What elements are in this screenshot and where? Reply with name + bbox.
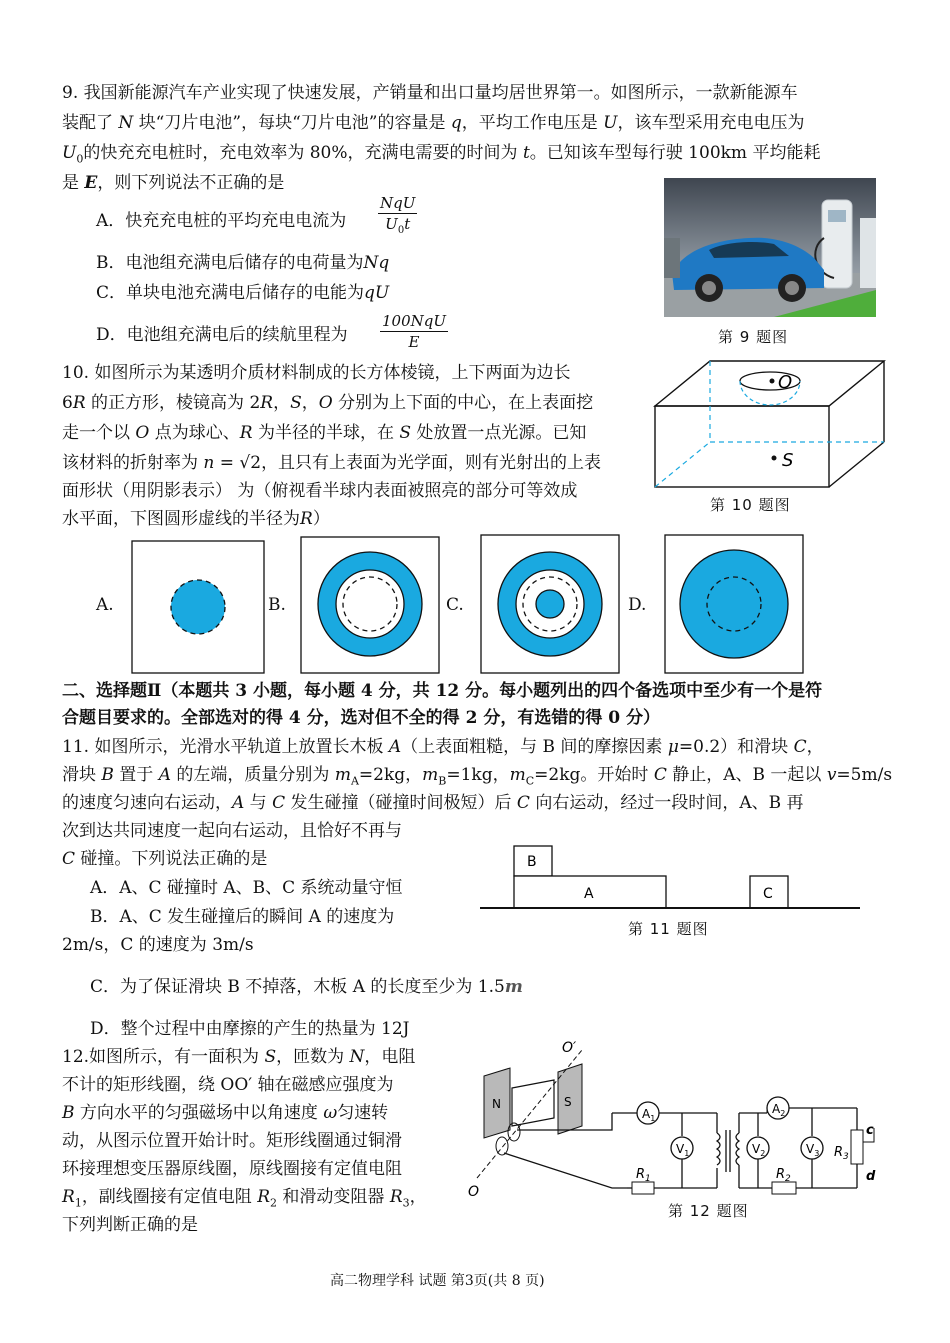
q12-caption: 第 12 题图 <box>668 1202 749 1220</box>
q9-option-b: B．电池组充满电后储存的电荷量为Nq <box>96 253 390 273</box>
q10-line4: 该材料的折射率为 n = √2，且只有上表面为光学面，则有光射出的上表 <box>62 453 602 473</box>
q10-caption: 第 10 题图 <box>710 496 791 514</box>
q12-line4: 动，从图示位置开始计时。矩形线圈通过铜滑 <box>62 1131 402 1151</box>
q11-line3: 的速度匀速向右运动，A 与 C 发生碰撞（碰撞时间极短）后 C 向右运动，经过一段时间，A、B 再 <box>62 793 804 813</box>
q11-line4: 次到达共同速度一起向右运动，且恰好不再与 <box>62 821 402 841</box>
q10-choice-c-figure <box>480 534 620 674</box>
q12-line6: $R_1$，副线圈接有定值电阻 $R_2$ 和滑动变阻器 $R_3$， <box>62 1187 427 1210</box>
q9-line4: 是 E，则下列说法不正确的是 <box>62 173 285 193</box>
q10-choice-d-label: D. <box>628 595 647 615</box>
block-c-label: C <box>763 886 773 902</box>
q10-line3: 走一个以 O 点为球心、R 为半径的半球，在 S 处放置一点光源。已知 <box>62 423 587 443</box>
q10-choice-d-figure <box>664 534 804 674</box>
q9-car-photo <box>664 178 876 317</box>
q9-line1: 9. 我国新能源汽车产业实现了快速发展，产销量和出口量均居世界第一。如图所示，一款新能源车 <box>62 83 798 103</box>
axis-o-prime-label: O′ <box>562 1040 577 1056</box>
q10-choice-b-label: B. <box>268 595 286 615</box>
q10-line6: 水平面，下图圆形虚线的半径为R） <box>62 509 330 529</box>
q9-line2: 装配了 N 块“刀片电池”，每块“刀片电池”的容量是 q，平均工作电压是 U，该车型采用充电电压为 <box>62 113 805 133</box>
voltmeter-v2-label: $V_2$ <box>752 1142 766 1158</box>
voltmeter-v3-label: $V_3$ <box>806 1142 820 1158</box>
q12-line7: 下列判断正确的是 <box>62 1215 198 1235</box>
block-a-label: A <box>584 886 594 902</box>
ammeter-a2-label: $A_2$ <box>772 1102 786 1118</box>
q9-option-a-fraction: NqU $U_0t$ <box>380 194 416 236</box>
q9-line3: $U_0$的快充充电桩时，充电效率为 80%，充满电需要的时间为 t。已知该车型每行驶 100km 平均能耗 <box>62 143 821 166</box>
resistor-r1-label: $R_1$ <box>636 1167 651 1184</box>
q9-option-d: D．电池组充满电后的续航里程为 <box>96 325 348 345</box>
q11-option-c: C．为了保证滑块 B 不掉落，木板 A 的长度至少为 1.5m <box>90 977 523 997</box>
q10-line5: 面形状（用阴影表示） 为（俯视看半球内表面被照亮的部分可等效成 <box>62 481 578 501</box>
q10-line2: 6R 的正方形，棱镜高为 2R，S，O 分别为上下面的中心，在上表面挖 <box>62 393 594 413</box>
section2-line2: 合题目要求的。全部选对的得 4 分，选对但不全的得 2 分，有选错的得 0 分） <box>62 708 660 728</box>
block-b-label: B <box>527 854 537 870</box>
q10-choice-a-label: A. <box>96 595 114 615</box>
q12-line5: 环接理想变压器原线圈，原线圈接有定值电阻 <box>62 1159 402 1179</box>
q11-option-a: A．A、C 碰撞时 A、B、C 系统动量守恒 <box>90 878 403 898</box>
q12-line3: B 方向水平的匀强磁场中以角速度 ω匀速转 <box>62 1103 389 1123</box>
magnet-s-label: S <box>564 1095 572 1109</box>
terminal-c-label: c <box>866 1123 874 1138</box>
q9-caption: 第 9 题图 <box>718 328 789 346</box>
q11-blocks-figure <box>478 842 862 914</box>
rheostat-r3-label: $R_3$ <box>834 1145 849 1162</box>
magnet-n-label: N <box>492 1097 501 1111</box>
q11-option-b-line2: 2m/s，C 的速度为 3m/s <box>62 935 254 955</box>
label-o: O <box>778 372 793 393</box>
q12-line2: 不计的矩形线圈，绕 OO′ 轴在磁感应强度为 <box>62 1075 394 1095</box>
q9-option-d-fraction: 100NqU E <box>382 312 446 351</box>
resistor-r2-label: $R_2$ <box>776 1167 791 1184</box>
q9-option-a: A．快充充电桩的平均充电电流为 <box>96 211 347 231</box>
section2-line1: 二、选择题Ⅱ（本题共 3 小题，每小题 4 分，共 12 分。每小题列出的四个备选项中至少有一个是符 <box>62 681 823 701</box>
page-footer: 高二物理学科 试题 第3页(共 8 页) <box>330 1273 545 1289</box>
q10-prism-figure <box>652 358 888 490</box>
q11-line1: 11. 如图所示，光滑水平轨道上放置长木板 A（上表面粗糙，与 B 间的摩擦因素 μ=0.2）和滑块 C， <box>62 737 824 757</box>
q12-line1: 12.如图所示，有一面积为 S，匝数为 N，电阻 <box>62 1047 416 1067</box>
q11-line5: C 碰撞。下列说法正确的是 <box>62 849 268 869</box>
label-s: S <box>782 450 794 471</box>
q10-choice-b-figure <box>300 536 440 674</box>
q11-line2: 滑块 B 置于 A 的左端，质量分别为 $m_A=2kg$，$m_B=1kg$，$m_C=2kg$。开始时 C 静止，A、B 一起以 v=5m/s <box>62 765 893 788</box>
voltmeter-v1-label: $V_1$ <box>676 1142 690 1158</box>
q11-option-b-line1: B．A、C 发生碰撞后的瞬间 A 的速度为 <box>90 907 395 927</box>
q12-circuit-figure <box>462 1038 882 1200</box>
q10-choice-c-label: C. <box>446 595 464 615</box>
ammeter-a1-label: $A_1$ <box>642 1107 656 1123</box>
q11-caption: 第 11 题图 <box>628 920 709 938</box>
q9-option-c: C．单块电池充满电后储存的电能为qU <box>96 283 390 303</box>
axis-o-label: O <box>468 1184 480 1200</box>
q10-line1: 10. 如图所示为某透明介质材料制成的长方体棱镜，上下两面为边长 <box>62 363 571 383</box>
q10-choice-a-figure <box>131 540 265 674</box>
q11-option-d: D．整个过程中由摩擦的产生的热量为 12J <box>90 1019 410 1039</box>
terminal-d-label: d <box>866 1169 876 1184</box>
